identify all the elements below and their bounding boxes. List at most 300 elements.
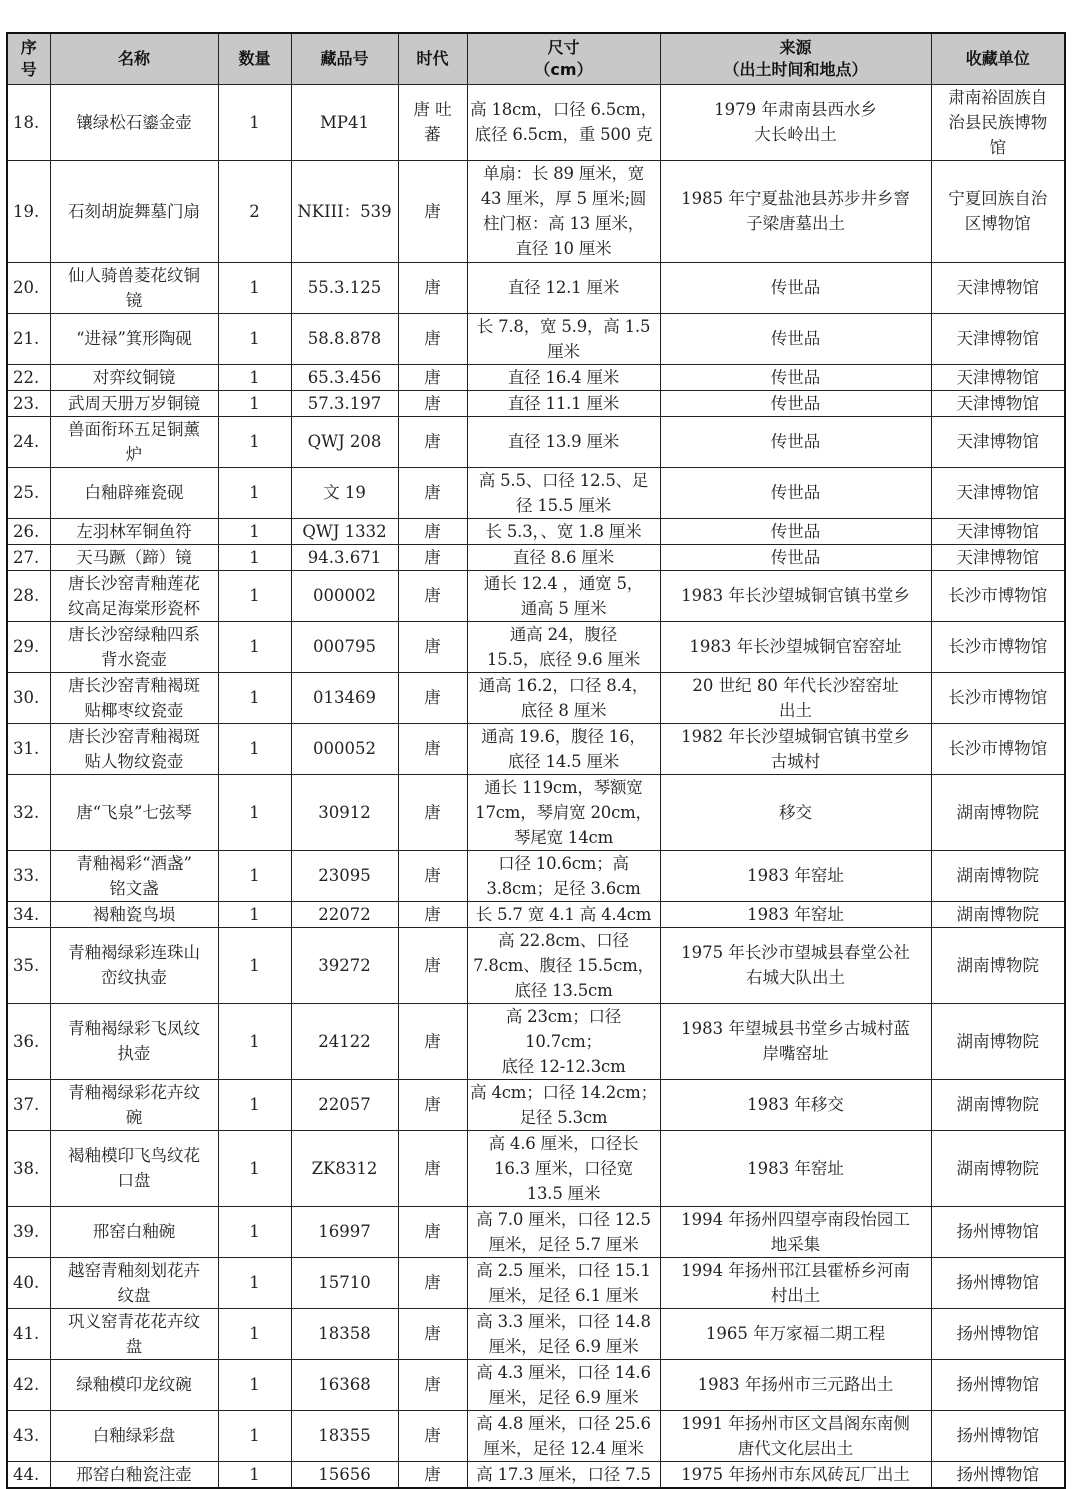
cell-text: 1975 年长沙市望城县春堂公社 [681, 943, 910, 962]
cell-text: 传世品 [770, 367, 821, 387]
seq-cell: 38. [7, 1130, 50, 1206]
cell-text: 口盘 [117, 1171, 151, 1190]
cell-text: 白釉辟雍瓷砚 [84, 483, 184, 502]
accession-number-cell: QWJ 1332 [291, 518, 398, 544]
cell-text: 长沙市博物馆 [948, 637, 1048, 656]
table-row [7, 1359, 1065, 1410]
accession-number-cell: MP41 [291, 84, 398, 160]
holder-cell [931, 1308, 1065, 1359]
quantity-cell: 1 [218, 518, 291, 544]
cell-text: 长 7.8，宽 5.9，高 1.5 [476, 316, 651, 336]
source-cell [660, 364, 931, 390]
seq-cell: 41. [7, 1308, 50, 1359]
era-cell [398, 1206, 467, 1257]
quantity-cell: 1 [218, 1079, 291, 1130]
holder-cell [931, 1359, 1065, 1410]
cell-text: 褐釉模印飞鸟纹花 [68, 1146, 200, 1165]
table-row [7, 570, 1065, 621]
cell-text: 天津博物馆 [956, 483, 1039, 502]
cell-text: 天津博物馆 [956, 432, 1039, 451]
accession-number-cell: 16997 [291, 1206, 398, 1257]
table-row [7, 1308, 1065, 1359]
cell-text: 肃南裕固族自 [948, 87, 1048, 107]
cell-text: 湖南博物院 [956, 866, 1039, 885]
cell-text: 唐 [424, 1464, 441, 1484]
size-cell [467, 901, 660, 927]
quantity-cell: 1 [218, 544, 291, 570]
name-cell [50, 1206, 218, 1257]
cell-text: 唐 [424, 393, 441, 413]
cell-text: 唐代文化层出土 [737, 1438, 854, 1458]
seq-cell: 39. [7, 1206, 50, 1257]
cell-text: 唐长沙窑青釉莲花 [68, 573, 200, 593]
name-cell [50, 850, 218, 901]
seq-cell: 28. [7, 570, 50, 621]
quantity-cell: 1 [218, 850, 291, 901]
cell-text: 1983 年窑址 [747, 866, 844, 885]
table-row [7, 313, 1065, 364]
size-cell [467, 1079, 660, 1130]
era-cell [398, 1461, 467, 1488]
cell-text: 唐 [424, 688, 441, 707]
cell-text: 高 5.5、口径 12.5、足 [478, 470, 649, 490]
cell-text: 右城大队出土 [746, 968, 845, 987]
source-cell [660, 672, 931, 723]
size-cell [467, 774, 660, 850]
seq-cell: 27. [7, 544, 50, 570]
seq-cell: 36. [7, 1003, 50, 1079]
accession-number-cell: 55.3.125 [291, 262, 398, 313]
header-label: 来源 [779, 37, 812, 57]
seq-cell: 44. [7, 1461, 50, 1488]
source-cell [660, 570, 931, 621]
header-label: 数量 [238, 48, 271, 68]
table-row [7, 672, 1065, 723]
source-cell [660, 1461, 931, 1488]
accession-number-cell: NKIII：539 [291, 160, 398, 262]
era-cell [398, 672, 467, 723]
name-cell [50, 901, 218, 927]
seq-cell: 43. [7, 1410, 50, 1461]
cell-text: 唐 [424, 866, 441, 885]
cell-text: 唐 [424, 278, 441, 297]
name-cell [50, 390, 218, 416]
cell-text: 绿釉模印龙纹碗 [76, 1375, 192, 1394]
cell-text: 高 2.5 厘米，口径 15.1 [476, 1260, 651, 1280]
cell-text: 唐 [424, 329, 441, 348]
table-row [7, 621, 1065, 672]
cell-text: 唐 [424, 955, 441, 975]
cell-text: 子梁唐墓出土 [746, 214, 845, 233]
cell-text: 底径 8 厘米 [520, 700, 607, 720]
era-cell [398, 621, 467, 672]
accession-number-cell: 65.3.456 [291, 364, 398, 390]
cell-text: 传世品 [770, 547, 821, 567]
seq-cell: 42. [7, 1359, 50, 1410]
size-cell [467, 1257, 660, 1308]
table-row [7, 901, 1065, 927]
cell-text: 高 4.6 厘米，口径长 [488, 1133, 639, 1153]
accession-number-cell: 000795 [291, 621, 398, 672]
holder-cell [931, 1003, 1065, 1079]
size-cell [467, 84, 660, 160]
cell-text: 厘米，足径 12.4 厘米 [483, 1438, 644, 1458]
cell-text: 纹盘 [117, 1285, 151, 1305]
accession-number-cell: 16368 [291, 1359, 398, 1410]
cell-text: 厘米，足径 5.7 厘米 [488, 1234, 639, 1254]
seq-cell: 40. [7, 1257, 50, 1308]
accession-number-cell: 15710 [291, 1257, 398, 1308]
holder-cell [931, 927, 1065, 1003]
source-cell [660, 1206, 931, 1257]
cell-text: 唐 [424, 201, 441, 221]
cell-text: 15.5，底径 9.6 厘米 [486, 649, 641, 669]
cell-text: 唐 [424, 637, 441, 656]
cell-text: 唐 吐 [413, 100, 452, 119]
cell-text: 底径 12-12.3cm [501, 1056, 626, 1076]
era-cell [398, 1257, 467, 1308]
name-cell [50, 313, 218, 364]
cell-text: 厘米，足径 6.9 厘米 [488, 1387, 639, 1407]
cell-text: 移交 [779, 802, 812, 822]
cell-text: 湖南博物院 [956, 802, 1039, 822]
cell-text: 唐长沙窑青釉褐斑 [68, 726, 200, 746]
cell-text: 馆 [989, 137, 1006, 157]
cell-text: 唐 [424, 1095, 441, 1114]
holder-cell [931, 84, 1065, 160]
cell-text: 1983 年窑址 [747, 904, 844, 924]
cell-text: 峦纹执壶 [101, 968, 167, 987]
cell-text: 对弈纹铜镜 [92, 367, 176, 387]
accession-number-cell: 文 19 [291, 467, 398, 518]
cell-text: 1983 年窑址 [747, 1158, 844, 1178]
seq-cell: 23. [7, 390, 50, 416]
cell-text: 高 7.0 厘米，口径 12.5 [476, 1209, 651, 1229]
name-cell [50, 723, 218, 774]
size-cell [467, 570, 660, 621]
column-header-size [467, 33, 660, 84]
cell-text: 扬州博物馆 [956, 1464, 1039, 1484]
era-cell [398, 313, 467, 364]
cell-text: 兽面衔环五足铜薰 [68, 419, 200, 439]
name-cell [50, 544, 218, 570]
seq-cell: 29. [7, 621, 50, 672]
cell-text: 13.5 厘米 [526, 1183, 601, 1203]
table-row [7, 467, 1065, 518]
source-cell [660, 416, 931, 467]
cell-text: 天津博物馆 [956, 367, 1039, 387]
accession-number-cell: 18355 [291, 1410, 398, 1461]
cell-text: 16.3 厘米，口径宽 [494, 1158, 633, 1178]
accession-number-cell: 24122 [291, 1003, 398, 1079]
source-cell [660, 723, 931, 774]
cell-text: 厘米，足径 6.1 厘米 [488, 1285, 639, 1305]
cell-text: 直径 8.6 厘米 [513, 547, 614, 567]
cell-text: 1994 年扬州四望亭南段怡园工 [681, 1209, 910, 1229]
cell-text: 天津博物馆 [956, 393, 1039, 413]
cell-text: 传世品 [770, 521, 821, 541]
cell-text: 湖南博物院 [956, 1095, 1039, 1114]
accession-number-cell: 013469 [291, 672, 398, 723]
cell-text: 高 3.3 厘米，口径 14.8 [476, 1311, 651, 1331]
cell-text: 长沙市博物馆 [948, 688, 1048, 707]
accession-number-cell: 18358 [291, 1308, 398, 1359]
accession-number-cell: 94.3.671 [291, 544, 398, 570]
holder-cell [931, 774, 1065, 850]
size-cell [467, 850, 660, 901]
era-cell [398, 901, 467, 927]
source-cell [660, 313, 931, 364]
cell-text: 越窑青釉刻划花卉 [68, 1260, 200, 1280]
seq-cell: 25. [7, 467, 50, 518]
name-cell [50, 1257, 218, 1308]
cell-text: 唐 [424, 586, 441, 605]
name-cell [50, 416, 218, 467]
cell-text: 天津博物馆 [956, 278, 1039, 297]
table-row [7, 723, 1065, 774]
source-cell [660, 262, 931, 313]
cell-text: 直径 12.1 厘米 [507, 278, 620, 297]
accession-number-cell: 57.3.197 [291, 390, 398, 416]
cell-text: 邢窑白釉瓷注壶 [76, 1464, 192, 1484]
name-cell [50, 1003, 218, 1079]
cell-text: 1985 年宁夏盐池县苏步井乡窨 [681, 189, 910, 208]
column-header-qty [218, 33, 291, 84]
cell-text: 唐 [424, 904, 441, 924]
era-cell [398, 518, 467, 544]
header-label: 收藏单位 [965, 48, 1030, 68]
cell-text: 20 世纪 80 年代长沙窑窑址 [692, 675, 899, 695]
cell-text: 1983 年长沙望城铜官窑窑址 [689, 637, 902, 656]
source-cell [660, 621, 931, 672]
cell-text: 治县民族博物 [948, 112, 1048, 132]
holder-cell [931, 672, 1065, 723]
cell-text: 单扇：长 89 厘米，宽 [482, 164, 645, 183]
seq-cell: 31. [7, 723, 50, 774]
holder-cell [931, 850, 1065, 901]
seq-cell: 30. [7, 672, 50, 723]
table-row [7, 774, 1065, 850]
cell-text: 唐 [424, 1426, 441, 1445]
cell-text: 镶绿松石鎏金壶 [76, 112, 192, 132]
holder-cell [931, 1206, 1065, 1257]
name-cell [50, 1359, 218, 1410]
name-cell [50, 1308, 218, 1359]
era-cell [398, 544, 467, 570]
cell-text: 高 17.3 厘米，口径 7.5 [476, 1464, 651, 1484]
accession-number-cell: ZK8312 [291, 1130, 398, 1206]
name-cell [50, 1079, 218, 1130]
size-cell [467, 1308, 660, 1359]
cell-text: 执壶 [117, 1044, 151, 1063]
cell-text: 湖南博物院 [956, 955, 1039, 975]
quantity-cell: 1 [218, 84, 291, 160]
header-label: （cm） [534, 59, 593, 79]
quantity-cell: 1 [218, 1359, 291, 1410]
accession-number-cell: 30912 [291, 774, 398, 850]
cell-text: 通高 19.6，腹径 16， [481, 726, 646, 746]
cell-text: 出土 [779, 700, 812, 720]
table-row [7, 1079, 1065, 1130]
cell-text: 宁夏回族自治 [948, 189, 1048, 208]
seq-cell: 32. [7, 774, 50, 850]
cell-text: 高 4cm；口径 14.2cm； [470, 1082, 657, 1102]
source-cell [660, 1130, 931, 1206]
cell-text: 厘米 [547, 341, 580, 361]
cell-text: 唐 [424, 367, 441, 387]
header-label: 号 [20, 59, 37, 79]
era-cell [398, 1003, 467, 1079]
cell-text: 扬州博物馆 [956, 1273, 1039, 1292]
cell-text: 通长 119cm，琴额宽 [484, 777, 643, 797]
table-row [7, 160, 1065, 262]
cell-text: 青釉褐彩“酒盏” [76, 853, 192, 873]
accession-number-cell: 000052 [291, 723, 398, 774]
era-cell [398, 774, 467, 850]
seq-cell: 33. [7, 850, 50, 901]
table-header-row [7, 33, 1065, 84]
seq-cell: 26. [7, 518, 50, 544]
holder-cell [931, 544, 1065, 570]
cell-text: 高 4.3 厘米，口径 14.6 [476, 1362, 651, 1382]
name-cell [50, 774, 218, 850]
cell-text: 青釉褐绿彩连珠山 [68, 943, 200, 962]
column-header-acc [291, 33, 398, 84]
quantity-cell: 1 [218, 672, 291, 723]
cell-text: 唐 [424, 1375, 441, 1394]
cell-text: 唐 [424, 739, 441, 758]
quantity-cell: 1 [218, 621, 291, 672]
era-cell [398, 364, 467, 390]
cell-text: 唐 [424, 483, 441, 502]
accession-number-cell: 22057 [291, 1079, 398, 1130]
cell-text: 村出土 [770, 1285, 821, 1305]
source-cell [660, 390, 931, 416]
era-cell [398, 84, 467, 160]
column-header-holder [931, 33, 1065, 84]
cell-text: 高 18cm，口径 6.5cm， [470, 100, 657, 119]
cell-text: 传世品 [770, 329, 821, 348]
table-row [7, 1461, 1065, 1488]
cell-text: 湖南博物院 [956, 904, 1039, 924]
name-cell [50, 364, 218, 390]
size-cell [467, 390, 660, 416]
quantity-cell: 1 [218, 1308, 291, 1359]
cell-text: 1983 年望城县书堂乡古城村蓝 [681, 1019, 910, 1038]
cell-text: 底径 14.5 厘米 [507, 751, 620, 771]
cell-text: 直径 10 厘米 [515, 239, 612, 258]
quantity-cell: 1 [218, 570, 291, 621]
cell-text: 贴椰枣纹瓷壶 [84, 700, 184, 720]
source-cell [660, 901, 931, 927]
source-cell [660, 1410, 931, 1461]
quantity-cell: 1 [218, 364, 291, 390]
era-cell [398, 927, 467, 1003]
cell-text: 高 22.8cm、口径 [498, 930, 629, 950]
holder-cell [931, 1130, 1065, 1206]
cell-text: 天津博物馆 [956, 547, 1039, 567]
source-cell [660, 1003, 931, 1079]
cell-text: 仙人骑兽菱花纹铜 [68, 265, 200, 285]
quantity-cell: 1 [218, 390, 291, 416]
cell-text: 青釉褐绿彩花卉纹 [68, 1082, 200, 1102]
cell-text: 直径 13.9 厘米 [507, 432, 620, 451]
source-cell [660, 1257, 931, 1308]
quantity-cell: 1 [218, 262, 291, 313]
quantity-cell: 1 [218, 1410, 291, 1461]
name-cell [50, 467, 218, 518]
holder-cell [931, 313, 1065, 364]
cell-text: 纹高足海棠形瓷杯 [68, 598, 200, 618]
cell-text: 通高 16.2，口径 8.4， [478, 675, 649, 695]
cell-text: 唐 [424, 521, 441, 541]
size-cell [467, 518, 660, 544]
cell-text: 盘 [125, 1336, 143, 1356]
source-cell [660, 1359, 931, 1410]
quantity-cell: 1 [218, 313, 291, 364]
size-cell [467, 1410, 660, 1461]
cell-text: 白釉绿彩盘 [92, 1426, 176, 1445]
table-row [7, 927, 1065, 1003]
era-cell [398, 570, 467, 621]
cell-text: 天津博物馆 [956, 521, 1039, 541]
cell-text: 1991 年扬州市区文昌阁东南侧 [681, 1413, 910, 1433]
holder-cell [931, 416, 1065, 467]
source-cell [660, 1079, 931, 1130]
cell-text: 碗 [125, 1107, 143, 1127]
name-cell [50, 1461, 218, 1488]
size-cell [467, 621, 660, 672]
source-cell [660, 774, 931, 850]
header-label: 藏品号 [320, 48, 369, 68]
size-cell [467, 1003, 660, 1079]
cell-text: “进禄”箕形陶砚 [76, 329, 192, 348]
name-cell [50, 672, 218, 723]
cell-text: 贴人物纹瓷壶 [84, 751, 184, 771]
holder-cell [931, 723, 1065, 774]
cell-text: 左羽林军铜鱼符 [76, 521, 192, 541]
cell-text: 唐 [424, 1158, 441, 1178]
quantity-cell: 1 [218, 467, 291, 518]
cell-text: 湖南博物院 [956, 1031, 1039, 1051]
size-cell [467, 927, 660, 1003]
header-label: 序 [20, 37, 37, 57]
cell-text: 唐 [424, 547, 441, 567]
accession-number-cell: 15656 [291, 1461, 398, 1488]
accession-number-cell: 000002 [291, 570, 398, 621]
source-cell [660, 544, 931, 570]
seq-cell: 34. [7, 901, 50, 927]
quantity-cell: 2 [218, 160, 291, 262]
size-cell [467, 672, 660, 723]
table-row [7, 1257, 1065, 1308]
cell-text: 1994 年扬州邗江县霍桥乡河南 [681, 1260, 910, 1280]
seq-cell: 37. [7, 1079, 50, 1130]
name-cell [50, 570, 218, 621]
size-cell [467, 1359, 660, 1410]
column-header-seq [7, 33, 50, 84]
name-cell [50, 262, 218, 313]
size-cell [467, 467, 660, 518]
cell-text: 1983 年扬州市三元路出土 [697, 1375, 894, 1394]
cell-text: 足径 5.3cm [519, 1107, 608, 1127]
cell-text: 通长 12.4 ，通宽 5， [483, 573, 644, 593]
cell-text: 铭文盏 [109, 878, 159, 898]
accession-number-cell: QWJ 208 [291, 416, 398, 467]
cell-text: 长 5.7 宽 4.1 高 4.4cm [475, 904, 652, 924]
seq-cell: 24. [7, 416, 50, 467]
holder-cell [931, 570, 1065, 621]
